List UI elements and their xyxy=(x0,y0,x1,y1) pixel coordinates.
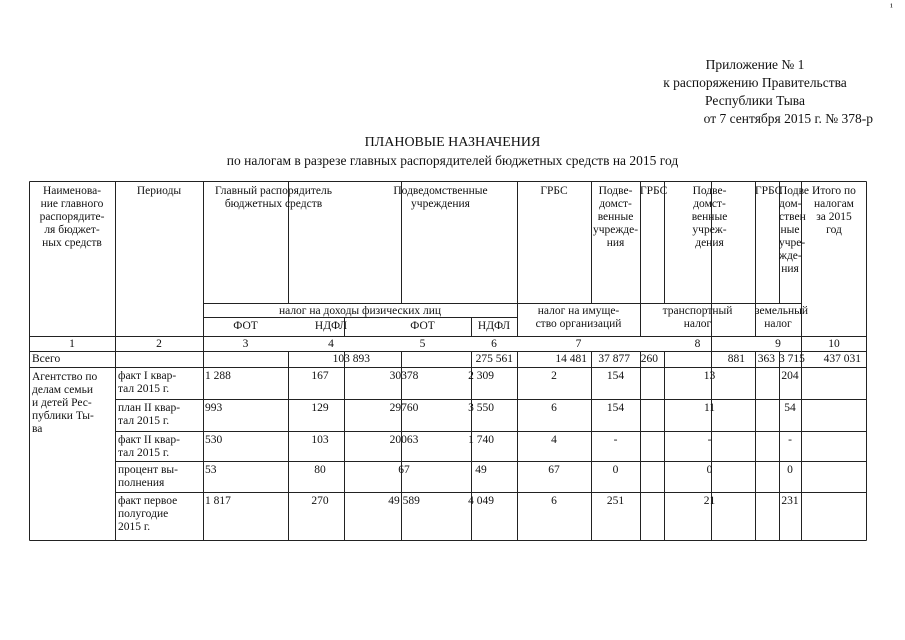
cell-value: 49 xyxy=(475,464,487,476)
cell-value: 530 xyxy=(205,434,223,446)
header-name-column: ние главного xyxy=(40,198,104,210)
cell-value: 21 xyxy=(703,495,716,507)
header-tax-property: ство организаций xyxy=(535,318,622,330)
appendix-line: Приложение № 1 xyxy=(705,57,805,72)
period-label: тал 2015 г. xyxy=(118,415,170,427)
cell-value: 4 xyxy=(551,434,557,446)
total-value: 37 877 xyxy=(598,353,630,365)
header-subordinate-7: ния xyxy=(606,237,625,249)
header-name-column: ля бюджет- xyxy=(44,224,100,236)
cell-value: 29760 xyxy=(389,402,419,414)
cell-value: 0 xyxy=(612,464,619,476)
header-subordinate-9: ствен xyxy=(779,211,806,223)
header-subordinate-9: жде- xyxy=(779,250,802,262)
header-subordinate-7: учрежде- xyxy=(592,224,639,236)
cell-value: 2 xyxy=(551,370,557,382)
header-subordinate: Подведомственные xyxy=(393,185,488,197)
cell-value: 30378 xyxy=(389,370,419,382)
header-subordinate-8: дения xyxy=(695,237,724,249)
cell-value: 2 309 xyxy=(468,370,494,382)
cell-value: 1 288 xyxy=(205,370,231,382)
header-tax-property: налог на имуще- xyxy=(537,305,620,317)
agency-name: публики Ты- xyxy=(32,410,94,422)
column-number: 5 xyxy=(419,338,426,350)
header-tax-land: земельный xyxy=(755,305,809,317)
header-tax-transport: налог xyxy=(683,318,712,330)
cell-value: 80 xyxy=(314,464,326,476)
header-total: Итого по xyxy=(812,185,856,197)
period-label: процент вы- xyxy=(118,464,178,476)
header-subordinate: учреждения xyxy=(411,198,470,210)
header-name-column: распорядите- xyxy=(39,211,105,223)
header-fot: ФОТ xyxy=(410,320,435,332)
header-subordinate-7: венные xyxy=(597,211,634,223)
cell-value: 204 xyxy=(781,370,799,382)
header-grbs: ГРБС xyxy=(640,185,668,197)
cell-value: 13 xyxy=(703,370,716,382)
total-label: Всего xyxy=(32,353,61,365)
header-fot: ФОТ xyxy=(233,320,258,332)
cell-value: 67 xyxy=(548,464,560,476)
cell-value: 6 xyxy=(551,495,557,507)
cell-value: - xyxy=(707,434,712,446)
header-grbs: ГРБС xyxy=(755,185,783,197)
budget-table xyxy=(29,181,867,541)
header-ndfl: НДФЛ xyxy=(314,320,348,332)
corner-mark: ¹ xyxy=(890,2,893,13)
period-label: факт II квар- xyxy=(118,434,180,446)
header-tax-land: налог xyxy=(764,318,792,330)
appendix-line: Республики Тыва xyxy=(705,93,805,108)
cell-value: 154 xyxy=(606,370,625,382)
appendix-block xyxy=(640,56,873,128)
total-value: 103 893 xyxy=(332,353,370,365)
appendix-line: к распоряжению Правительства xyxy=(663,75,847,90)
header-subordinate-8: венные xyxy=(691,211,728,223)
header-subordinate-9: учре- xyxy=(779,237,806,249)
cell-value: 103 xyxy=(311,434,329,446)
column-number: 10 xyxy=(828,338,840,350)
header-subordinate-9: дом- xyxy=(779,198,802,210)
cell-value: 1 740 xyxy=(468,434,494,446)
appendix-line: от 7 сентября 2015 г. № 378-р xyxy=(703,111,873,126)
cell-value: 4 049 xyxy=(468,495,494,507)
total-value: 881 xyxy=(727,353,745,365)
cell-value: 3 550 xyxy=(468,402,494,414)
cell-value: 1 817 xyxy=(205,495,231,507)
header-ndfl: НДФЛ xyxy=(477,320,511,332)
cell-value: 49 589 xyxy=(388,495,420,507)
column-number: 1 xyxy=(69,338,75,350)
cell-value: 67 xyxy=(398,464,410,476)
column-number: 9 xyxy=(775,338,781,350)
header-subordinate-8: учреж- xyxy=(692,224,727,236)
header-subordinate-9: ные xyxy=(780,224,800,236)
period-label: тал 2015 г. xyxy=(118,383,170,395)
cell-value: 0 xyxy=(706,464,713,476)
cell-value: 0 xyxy=(787,464,793,476)
period-label: тал 2015 г. xyxy=(118,447,170,459)
column-number: 7 xyxy=(575,338,582,350)
cell-value: 993 xyxy=(205,402,223,414)
total-value: 363 xyxy=(757,353,775,365)
cell-value: 129 xyxy=(311,402,329,414)
header-name-column: ных средств xyxy=(42,237,102,249)
cell-value: 53 xyxy=(205,464,217,476)
header-total: год xyxy=(826,224,842,236)
total-value: 14 481 xyxy=(555,353,587,365)
header-main-manager: Главный распорядитель xyxy=(215,185,332,197)
agency-name: делам семьи xyxy=(32,384,93,396)
header-subordinate-8: Подве- xyxy=(692,185,727,197)
cell-value: 231 xyxy=(781,495,799,507)
cell-value: 167 xyxy=(311,370,329,382)
total-value: 275 561 xyxy=(475,353,513,365)
column-number: 8 xyxy=(694,338,701,350)
header-grbs: ГРБС xyxy=(540,185,568,197)
header-tax-ndfl: налог на доходы физических лиц xyxy=(278,305,442,317)
column-number: 6 xyxy=(491,338,497,350)
agency-name: Агентство по xyxy=(32,371,98,383)
header-subordinate-9: Подве xyxy=(779,185,810,197)
period-label: факт первое xyxy=(118,495,178,507)
period-label: полнения xyxy=(118,477,165,489)
total-value: 437 031 xyxy=(823,353,861,365)
total-value: 260 xyxy=(640,353,658,365)
header-main-manager: бюджетных средств xyxy=(224,198,323,210)
header-tax-transport: транспортный xyxy=(662,305,733,317)
cell-value: 11 xyxy=(703,402,716,414)
cell-value: 6 xyxy=(551,402,557,414)
header-subordinate-9: ния xyxy=(781,263,799,275)
header-total: за 2015 xyxy=(816,211,852,223)
header-total: налогам xyxy=(814,198,854,210)
column-number: 3 xyxy=(242,338,249,350)
agency-name: ва xyxy=(32,423,43,435)
cell-value: - xyxy=(613,434,618,446)
cell-value: - xyxy=(788,434,792,446)
column-number: 2 xyxy=(156,338,162,350)
header-periods: Периоды xyxy=(136,185,182,197)
cell-value: 270 xyxy=(311,495,329,507)
header-name-column: Наименова- xyxy=(42,185,102,197)
header-subordinate-7: Подве- xyxy=(598,185,633,197)
header-subordinate-7: домст- xyxy=(599,198,632,210)
period-label: полугодие xyxy=(118,508,169,520)
agency-name: и детей Рес- xyxy=(32,397,92,409)
document-title: ПЛАНОВЫЕ НАЗНАЧЕНИЯ xyxy=(364,135,541,150)
period-label: план II квар- xyxy=(118,402,181,414)
header-subordinate-8: домст- xyxy=(693,198,726,210)
cell-value: 54 xyxy=(784,402,796,414)
cell-value: 251 xyxy=(606,495,625,507)
total-value: 3 715 xyxy=(779,353,805,365)
cell-value: 154 xyxy=(606,402,625,414)
period-label: 2015 г. xyxy=(118,521,151,533)
column-number: 4 xyxy=(328,338,334,350)
cell-value: 20063 xyxy=(389,434,419,446)
document-subtitle: по налогам в разрезе главных распорядителей бюджетных средств на 2015 год xyxy=(226,153,679,168)
period-label: факт I квар- xyxy=(118,370,177,382)
